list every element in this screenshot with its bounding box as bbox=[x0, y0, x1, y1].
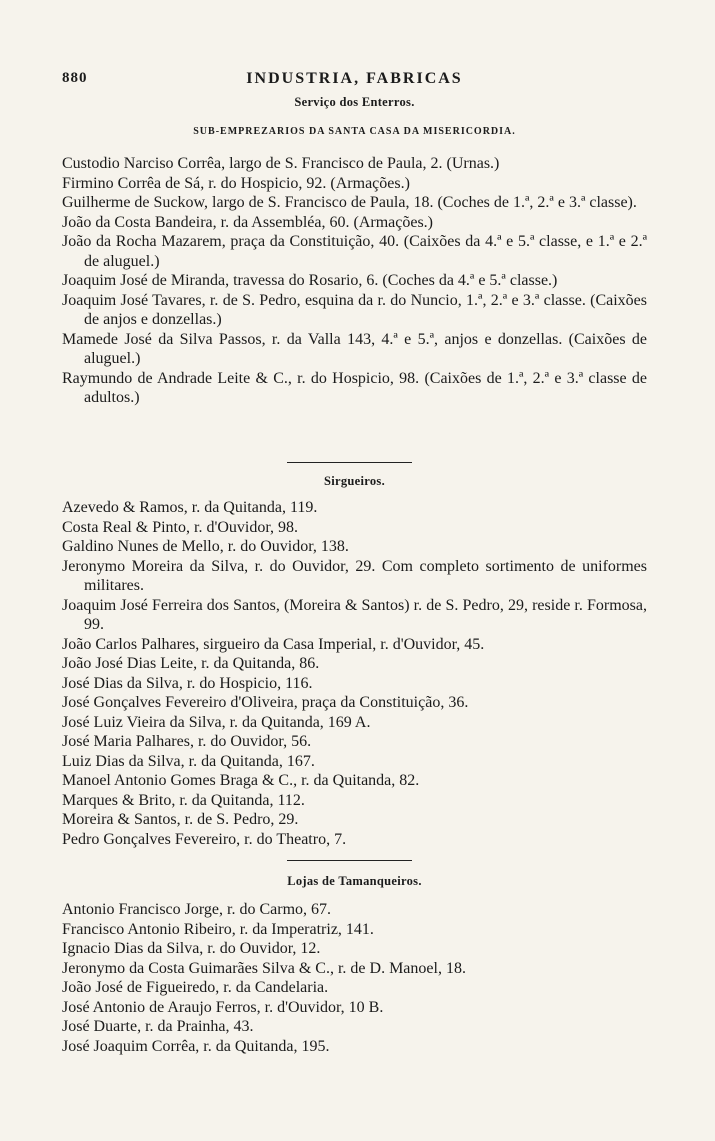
listing-tamanqueiros bbox=[62, 900, 647, 1056]
list-item: João José Dias Leite, r. da Quitanda, 86. bbox=[62, 655, 320, 672]
list-item: Ignacio Dias da Silva, r. do Ouvidor, 12. bbox=[62, 940, 321, 957]
list-item: Joaquim José Tavares, r. de S. Pedro, esquina da r. do Nuncio, 1.ª, 2.ª e 3.ª classe. (Caixões de anjos e donzellas.) bbox=[62, 291, 647, 328]
section-title-enterros: Serviço dos Enterros. bbox=[294, 95, 415, 109]
page-number: 880 bbox=[62, 70, 88, 86]
list-item: José Dias da Silva, r. do Hospicio, 116. bbox=[62, 674, 313, 692]
list-item: José Antonio de Araujo Ferros, r. d'Ouvidor, 10 B. bbox=[62, 998, 384, 1016]
list-item: Joaquim José de Miranda, travessa do Rosario, 6. (Coches da 4.ª e 5.ª classe.) bbox=[62, 272, 558, 289]
page-header bbox=[62, 70, 647, 92]
list-item: Custodio Narciso Corrêa, largo de S. Francisco de Paula, 2. (Urnas.) bbox=[62, 155, 500, 172]
list-item: João da Rocha Mazarem, praça da Constituição, 40. (Caixões da 4.ª e 5.ª classe, e 1.ª e 2.ª de aluguel.) bbox=[62, 233, 647, 270]
list-item: Jeronymo Moreira da Silva, r. do Ouvidor, 29. Com completo sortimento de uniformes militares. bbox=[62, 557, 647, 594]
list-item: Costa Real & Pinto, r. d'Ouvidor, 98. bbox=[62, 518, 299, 536]
list-item: Azevedo & Ramos, r. da Quitanda, 119. bbox=[62, 499, 318, 516]
listing-enterros bbox=[62, 154, 647, 408]
listing-sirgueiros bbox=[62, 498, 647, 849]
list-item: João José de Figueiredo, r. da Candelaria. bbox=[62, 979, 329, 996]
list-item: Joaquim José Ferreira dos Santos, (Moreira & Santos) r. de S. Pedro, 29, reside r. Formosa, 99. bbox=[62, 596, 647, 633]
list-item: Jeronymo da Costa Guimarães Silva & C., r. de D. Manoel, 18. bbox=[62, 959, 466, 977]
section-title-sirgueiros: Sirgueiros. bbox=[323, 474, 386, 488]
list-item: Firmino Corrêa de Sá, r. do Hospicio, 92. (Armações.) bbox=[62, 174, 410, 192]
list-item: José Duarte, r. da Prainha, 43. bbox=[62, 1018, 254, 1035]
list-item: Mamede José da Silva Passos, r. da Valla 143, 4.ª e 5.ª, anjos e donzellas. (Caixões de aluguel.) bbox=[62, 330, 647, 367]
list-item: José Luiz Vieira da Silva, r. da Quitanda, 169 A. bbox=[62, 713, 371, 731]
list-item: Guilherme de Suckow, largo de S. Francisco de Paula, 18. (Coches de 1.ª, 2.ª e 3.ª classe). bbox=[62, 194, 637, 211]
section-divider bbox=[287, 462, 412, 463]
list-item: Raymundo de Andrade Leite & C., r. do Hospicio, 98. (Caixões de 1.ª, 2.ª e 3.ª classe de adultos.) bbox=[62, 369, 647, 406]
list-item: José Maria Palhares, r. do Ouvidor, 56. bbox=[62, 733, 312, 750]
list-item: Francisco Antonio Ribeiro, r. da Imperatriz, 141. bbox=[62, 920, 374, 938]
running-title: INDUSTRIA, FABRICAS bbox=[246, 70, 463, 87]
list-item: Antonio Francisco Jorge, r. do Carmo, 67. bbox=[62, 901, 332, 918]
list-item: Moreira & Santos, r. de S. Pedro, 29. bbox=[62, 811, 299, 828]
subsection-title-misericordia: SUB-EMPREZARIOS DA SANTA CASA DA MISERICORDIA. bbox=[193, 126, 516, 137]
section-title-tamanqueiros: Lojas de Tamanqueiros. bbox=[287, 874, 422, 888]
list-item: Manoel Antonio Gomes Braga & C., r. da Quitanda, 82. bbox=[62, 772, 420, 789]
list-item: Luiz Dias da Silva, r. da Quitanda, 167. bbox=[62, 752, 315, 770]
list-item: Marques & Brito, r. da Quitanda, 112. bbox=[62, 791, 305, 809]
list-item: João Carlos Palhares, sirgueiro da Casa Imperial, r. d'Ouvidor, 45. bbox=[62, 635, 485, 653]
list-item: João da Costa Bandeira, r. da Assembléa, 60. (Armações.) bbox=[62, 213, 434, 231]
list-item: José Joaquim Corrêa, r. da Quitanda, 195. bbox=[62, 1037, 330, 1055]
list-item: José Gonçalves Fevereiro d'Oliveira, praça da Constituição, 36. bbox=[62, 694, 469, 711]
section-divider bbox=[287, 860, 412, 861]
list-item: Galdino Nunes de Mello, r. do Ouvidor, 138. bbox=[62, 538, 349, 555]
list-item: Pedro Gonçalves Fevereiro, r. do Theatro, 7. bbox=[62, 830, 347, 848]
